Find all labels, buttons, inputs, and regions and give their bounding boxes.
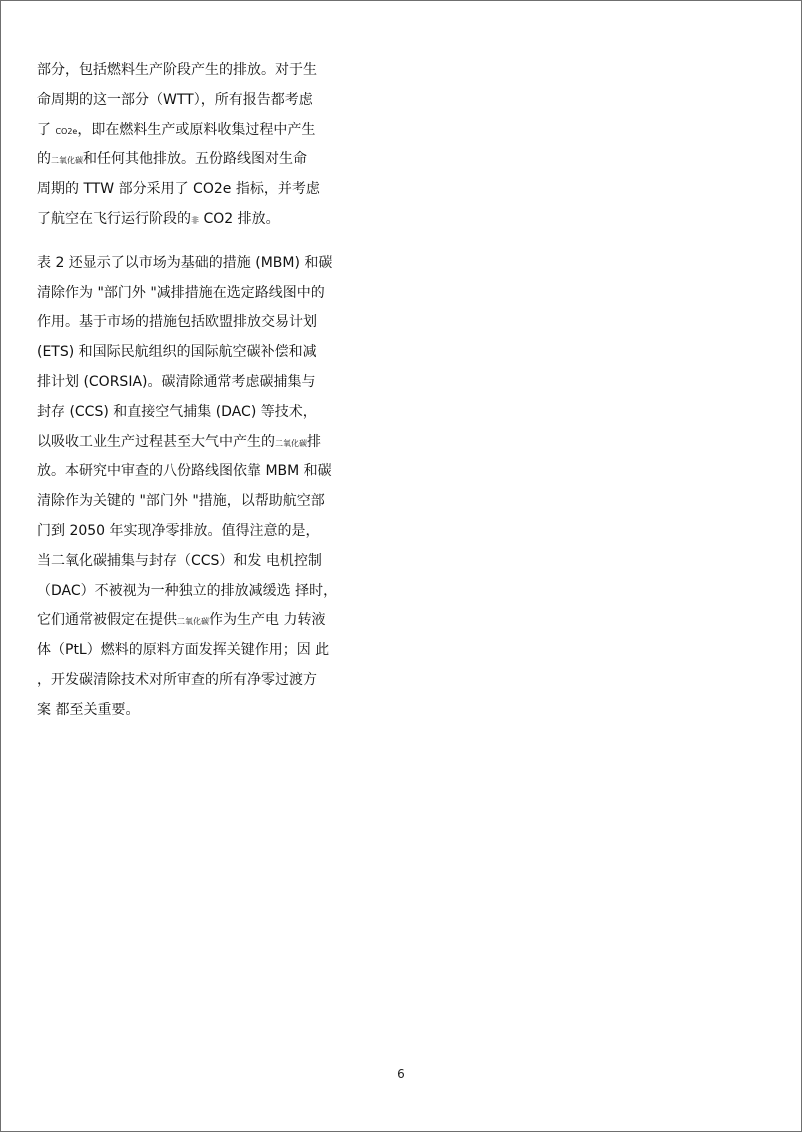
subscript-term: 二氧化碳 [177, 617, 209, 627]
text-line: ，开发碳清除技术对所审查的所有净零过渡方 [37, 671, 317, 688]
text-line: 案 都至关重要。 [37, 701, 140, 718]
subscript-term: CO2e [55, 126, 78, 136]
text-line: 表 2 还显示了以市场为基础的措施 (MBM) 和碳 [37, 254, 333, 271]
text-line: 当二氧化碳捕集与封存（CCS）和发 电机控制 [37, 552, 322, 569]
subscript-term: 非 [191, 215, 199, 225]
text-line: （DAC）不被视为一种独立的排放减缓选 择时， [37, 582, 338, 599]
text-line: 放。本研究中审查的八份路线图依靠 MBM 和碳 [37, 463, 332, 480]
text-line: 封存 (CCS) 和直接空气捕集 (DAC) 等技术， [37, 403, 317, 420]
text-line: 清除作为关键的 "部门外 "措施，以帮助航空部 [37, 493, 325, 510]
text-line: 排计划 (CORSIA)。碳清除通常考虑碳捕集与 [37, 373, 316, 390]
text-line: 它们通常被假定在提供二氧化碳作为生产电 力转液 [37, 612, 326, 629]
subscript-term: 二氧化碳 [275, 438, 307, 448]
text-line: 清除作为 "部门外 "减排措施在选定路线图中的 [37, 284, 325, 301]
text-line: 部分，包括燃料生产阶段产生的排放。对于生 [37, 62, 317, 78]
text-line: 以吸收工业生产过程甚至大气中产生的二氧化碳排 [37, 433, 321, 450]
page-number: 6 [397, 1067, 405, 1081]
subscript-term: 二氧化碳 [51, 156, 83, 166]
text-line: 了 CO2e，即在燃料生产或原料收集过程中产生 [37, 121, 316, 138]
text-line: 了航空在飞行运行阶段的非 CO2 排放。 [37, 210, 280, 227]
text-line: 体（PtL）燃料的原料方面发挥关键作用；因 此 [37, 642, 330, 659]
text-line: 命周期的这一部分（WTT），所有报告都考虑 [37, 91, 313, 108]
text-line: 周期的 TTW 部分采用了 CO2e 指标，并考虑 [37, 181, 320, 198]
text-line: (ETS) 和国际民航组织的国际航空碳补偿和减 [37, 344, 317, 361]
paragraph-lifecycle-emissions [37, 56, 327, 235]
text-column [37, 56, 338, 726]
text-line: 的二氧化碳和任何其他排放。五份路线图对生命 [37, 151, 307, 168]
paragraph-market-based-measures [37, 249, 338, 726]
text-line: 门到 2050 年实现净零排放。值得注意的是， [37, 522, 320, 539]
text-line: 作用。基于市场的措施包括欧盟排放交易计划 [37, 314, 317, 331]
